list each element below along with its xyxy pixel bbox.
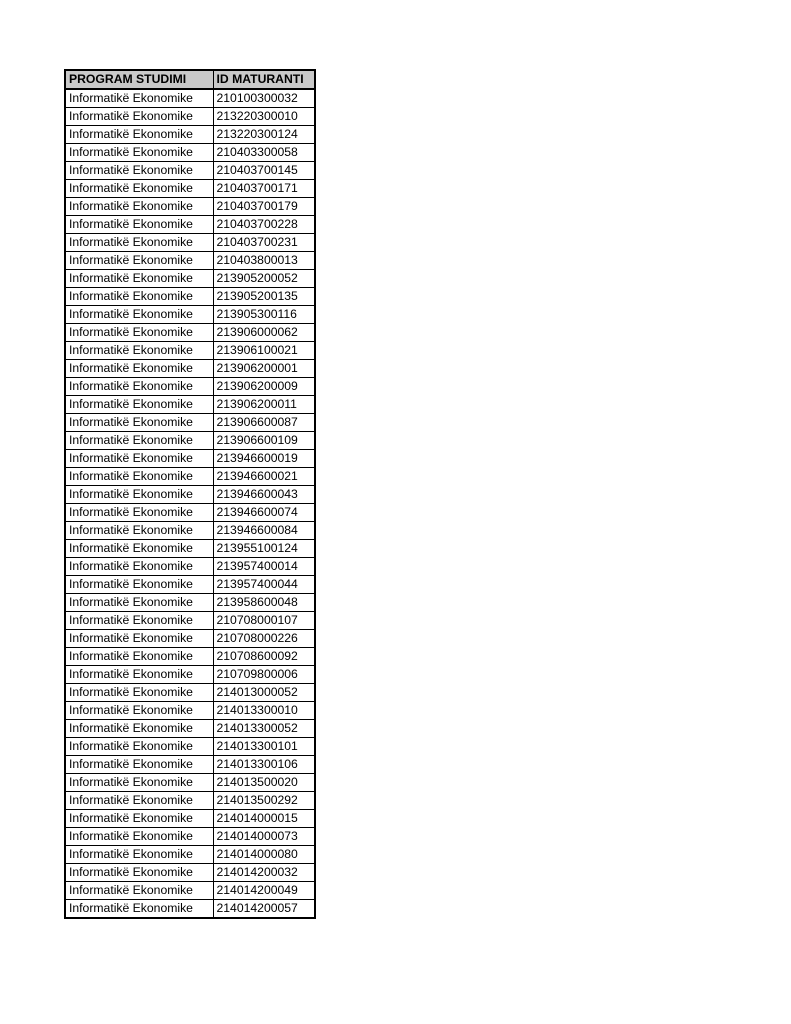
- table-row: [65, 396, 315, 414]
- table-row: [65, 540, 315, 558]
- table-row: [65, 846, 315, 864]
- program-cell: Informatikë Ekonomike: [65, 756, 213, 774]
- program-cell: Informatikë Ekonomike: [65, 414, 213, 432]
- program-cell: Informatikë Ekonomike: [65, 180, 213, 198]
- program-cell: Informatikë Ekonomike: [65, 486, 213, 504]
- id-maturanti-cell: 213906200011: [213, 396, 315, 414]
- program-cell: Informatikë Ekonomike: [65, 144, 213, 162]
- id-maturanti-cell: 213905300116: [213, 306, 315, 324]
- id-maturanti-cell: 214013300010: [213, 702, 315, 720]
- program-cell: Informatikë Ekonomike: [65, 126, 213, 144]
- id-maturanti-cell: 210403700171: [213, 180, 315, 198]
- student-table: [64, 69, 316, 919]
- id-maturanti-cell: 210403700228: [213, 216, 315, 234]
- id-maturanti-cell: 214014000073: [213, 828, 315, 846]
- program-cell: Informatikë Ekonomike: [65, 396, 213, 414]
- id-maturanti-cell: 213957400014: [213, 558, 315, 576]
- table-row: [65, 180, 315, 198]
- table-row: [65, 288, 315, 306]
- table-body: [65, 89, 315, 918]
- table-row: [65, 702, 315, 720]
- id-maturanti-cell: 210403700231: [213, 234, 315, 252]
- id-maturanti-cell: 210403700179: [213, 198, 315, 216]
- id-maturanti-cell: 213906200009: [213, 378, 315, 396]
- table-row: [65, 900, 315, 919]
- id-maturanti-cell: 210708000107: [213, 612, 315, 630]
- program-cell: Informatikë Ekonomike: [65, 864, 213, 882]
- id-maturanti-cell: 210403300058: [213, 144, 315, 162]
- table-row: [65, 864, 315, 882]
- id-maturanti-cell: 214014200049: [213, 882, 315, 900]
- program-cell: Informatikë Ekonomike: [65, 666, 213, 684]
- table-row: [65, 486, 315, 504]
- program-cell: Informatikë Ekonomike: [65, 846, 213, 864]
- header-program-studimi: PROGRAM STUDIMI: [65, 70, 213, 89]
- id-maturanti-cell: 210709800006: [213, 666, 315, 684]
- id-maturanti-cell: 214013500292: [213, 792, 315, 810]
- table-row: [65, 216, 315, 234]
- program-cell: Informatikë Ekonomike: [65, 450, 213, 468]
- program-cell: Informatikë Ekonomike: [65, 828, 213, 846]
- table-row: [65, 684, 315, 702]
- id-maturanti-cell: 214014200032: [213, 864, 315, 882]
- table-row: [65, 108, 315, 126]
- table-row: [65, 270, 315, 288]
- table-row: [65, 144, 315, 162]
- program-cell: Informatikë Ekonomike: [65, 216, 213, 234]
- id-maturanti-cell: 214013300101: [213, 738, 315, 756]
- program-cell: Informatikë Ekonomike: [65, 378, 213, 396]
- table-row: [65, 378, 315, 396]
- id-maturanti-cell: 210100300032: [213, 89, 315, 108]
- program-cell: Informatikë Ekonomike: [65, 882, 213, 900]
- header-row: [65, 70, 315, 89]
- program-cell: Informatikë Ekonomike: [65, 900, 213, 919]
- id-maturanti-cell: 214014200057: [213, 900, 315, 919]
- table-row: [65, 558, 315, 576]
- id-maturanti-cell: 213946600074: [213, 504, 315, 522]
- header-id-maturanti: ID MATURANTI: [213, 70, 315, 89]
- id-maturanti-cell: 214013500020: [213, 774, 315, 792]
- program-cell: Informatikë Ekonomike: [65, 432, 213, 450]
- program-cell: Informatikë Ekonomike: [65, 270, 213, 288]
- program-cell: Informatikë Ekonomike: [65, 630, 213, 648]
- table-row: [65, 720, 315, 738]
- program-cell: Informatikë Ekonomike: [65, 504, 213, 522]
- id-maturanti-cell: 213955100124: [213, 540, 315, 558]
- table-row: [65, 630, 315, 648]
- id-maturanti-cell: 213220300124: [213, 126, 315, 144]
- table-row: [65, 504, 315, 522]
- program-cell: Informatikë Ekonomike: [65, 540, 213, 558]
- table-row: [65, 306, 315, 324]
- table-row: [65, 234, 315, 252]
- program-cell: Informatikë Ekonomike: [65, 576, 213, 594]
- table-header: [65, 70, 315, 89]
- program-cell: Informatikë Ekonomike: [65, 702, 213, 720]
- table-row: [65, 450, 315, 468]
- table-row: [65, 360, 315, 378]
- id-maturanti-cell: 213906100021: [213, 342, 315, 360]
- id-maturanti-cell: 214013300106: [213, 756, 315, 774]
- table-row: [65, 882, 315, 900]
- table-row: [65, 648, 315, 666]
- program-cell: Informatikë Ekonomike: [65, 468, 213, 486]
- program-cell: Informatikë Ekonomike: [65, 738, 213, 756]
- id-maturanti-cell: 213946600019: [213, 450, 315, 468]
- program-cell: Informatikë Ekonomike: [65, 774, 213, 792]
- table-row: [65, 432, 315, 450]
- program-cell: Informatikë Ekonomike: [65, 792, 213, 810]
- program-cell: Informatikë Ekonomike: [65, 720, 213, 738]
- table-row: [65, 468, 315, 486]
- table-row: [65, 666, 315, 684]
- id-maturanti-cell: 213946600084: [213, 522, 315, 540]
- table-row: [65, 612, 315, 630]
- program-cell: Informatikë Ekonomike: [65, 522, 213, 540]
- table-row: [65, 252, 315, 270]
- program-cell: Informatikë Ekonomike: [65, 594, 213, 612]
- id-maturanti-cell: 213958600048: [213, 594, 315, 612]
- table-row: [65, 576, 315, 594]
- id-maturanti-cell: 214014000080: [213, 846, 315, 864]
- program-cell: Informatikë Ekonomike: [65, 288, 213, 306]
- program-cell: Informatikë Ekonomike: [65, 360, 213, 378]
- program-cell: Informatikë Ekonomike: [65, 234, 213, 252]
- program-cell: Informatikë Ekonomike: [65, 342, 213, 360]
- program-cell: Informatikë Ekonomike: [65, 684, 213, 702]
- table-row: [65, 738, 315, 756]
- id-maturanti-cell: 213905200052: [213, 270, 315, 288]
- id-maturanti-cell: 213906000062: [213, 324, 315, 342]
- table-row: [65, 792, 315, 810]
- table-row: [65, 594, 315, 612]
- program-cell: Informatikë Ekonomike: [65, 108, 213, 126]
- id-maturanti-cell: 214013000052: [213, 684, 315, 702]
- id-maturanti-cell: 213906600087: [213, 414, 315, 432]
- id-maturanti-cell: 213946600043: [213, 486, 315, 504]
- id-maturanti-cell: 210708600092: [213, 648, 315, 666]
- table-row: [65, 756, 315, 774]
- table-row: [65, 414, 315, 432]
- table-row: [65, 342, 315, 360]
- id-maturanti-cell: 213906600109: [213, 432, 315, 450]
- table-row: [65, 522, 315, 540]
- id-maturanti-cell: 213957400044: [213, 576, 315, 594]
- program-cell: Informatikë Ekonomike: [65, 558, 213, 576]
- id-maturanti-cell: 213905200135: [213, 288, 315, 306]
- program-cell: Informatikë Ekonomike: [65, 612, 213, 630]
- table-row: [65, 828, 315, 846]
- program-cell: Informatikë Ekonomike: [65, 252, 213, 270]
- table-row: [65, 774, 315, 792]
- program-cell: Informatikë Ekonomike: [65, 306, 213, 324]
- program-cell: Informatikë Ekonomike: [65, 648, 213, 666]
- table-row: [65, 126, 315, 144]
- id-maturanti-cell: 210403700145: [213, 162, 315, 180]
- id-maturanti-cell: 214014000015: [213, 810, 315, 828]
- program-cell: Informatikë Ekonomike: [65, 198, 213, 216]
- program-cell: Informatikë Ekonomike: [65, 89, 213, 108]
- program-cell: Informatikë Ekonomike: [65, 810, 213, 828]
- program-cell: Informatikë Ekonomike: [65, 162, 213, 180]
- table-row: [65, 810, 315, 828]
- table-row: [65, 324, 315, 342]
- table-row: [65, 162, 315, 180]
- id-maturanti-cell: 210403800013: [213, 252, 315, 270]
- id-maturanti-cell: 214013300052: [213, 720, 315, 738]
- id-maturanti-cell: 210708000226: [213, 630, 315, 648]
- id-maturanti-cell: 213906200001: [213, 360, 315, 378]
- id-maturanti-cell: 213946600021: [213, 468, 315, 486]
- id-maturanti-cell: 213220300010: [213, 108, 315, 126]
- table-row: [65, 89, 315, 108]
- program-cell: Informatikë Ekonomike: [65, 324, 213, 342]
- table-row: [65, 198, 315, 216]
